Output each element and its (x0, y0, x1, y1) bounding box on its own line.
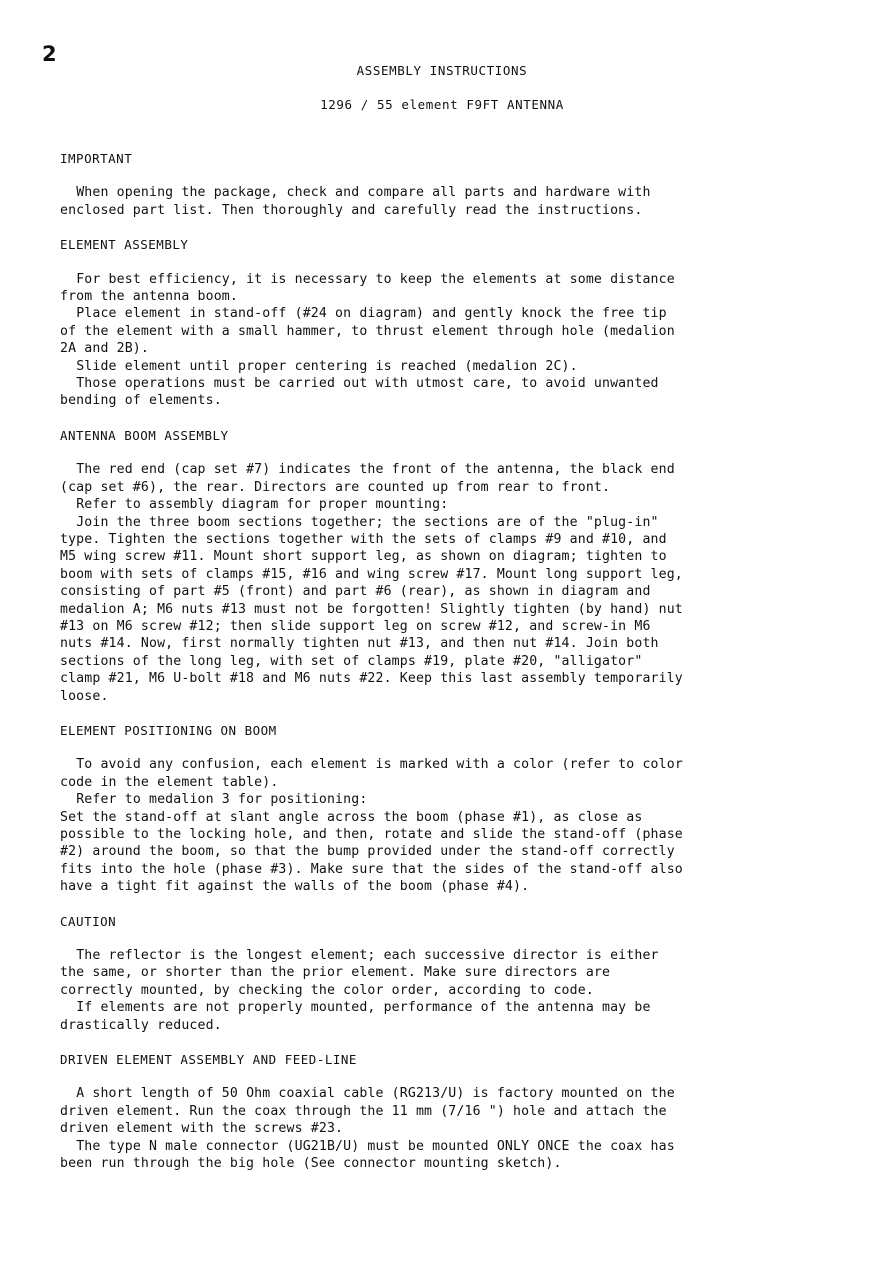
section-element-positioning (60, 722, 860, 896)
document-subtitle: 1296 / 55 element F9FT ANTENNA (320, 97, 564, 112)
page-number: 2 (42, 42, 57, 66)
document-body (60, 150, 860, 1190)
section-heading: DRIVEN ELEMENT ASSEMBLY AND FEED-LINE (60, 1052, 357, 1068)
section-driven-element (60, 1051, 860, 1172)
document-title: ASSEMBLY INSTRUCTIONS (356, 63, 528, 78)
section-heading: CAUTION (60, 913, 117, 929)
section-heading: IMPORTANT (60, 151, 133, 166)
section-heading: ANTENNA BOOM ASSEMBLY (60, 427, 229, 443)
section-paragraph: A short length of 50 Ohm coaxial cable (RG213/U) is factory mounted on the driven element. Run the coax through the 11 mm (7/16 ") hole and attach the driven element with the screws #23. The type N male connector (UG21B/U) must be mounted ONLY ONCE the coax has been run through the big hole (See connector mounting sketch). (60, 1086, 675, 1172)
section-paragraph: The red end (cap set #7) indicates the front of the antenna, the black end (cap set #6), the rear. Directors are counted up from rear to front. Refer to assembly diagram for proper mounting: Join the three boom sections together; the sections are of the "plug-in" type. Tighten the sections together with the sets of clamps #9 and #10, and M5 wing screw #11. Mount short support leg, as shown on diagram; tighten to boom with sets of clamps #15, #16 and wing screw #17. Mount long support leg, consisting of part #5 (front) and part #6 (rear), as shown in diagram and medalion A; M6 nuts #13 must not be forgotten! Slightly tighten (by hand) nut #13 on M6 screw #12; then slide support leg on screw #12, and screw-in M6 nuts #14. Now, first normally tighten nut #13, and then nut #14. Join both sections of the long leg, with set of clamps #19, plate #20, "alligator" clamp #21, M6 U-bolt #18 and M6 nuts #22. Keep this last assembly temporarily loose. (60, 462, 683, 704)
section-paragraph: When opening the package, check and compare all parts and hardware with enclosed part list. Then thoroughly and carefully read the instructions. (60, 185, 651, 218)
section-paragraph: For best efficiency, it is necessary to keep the elements at some distance from the antenna boom. Place element in stand-off (#24 on diagram) and gently knock the free tip of the element with a small hammer, to thrust element through hole (medalion 2A and 2B). Slide element until proper centering is reached (medalion 2C). Those operations must be carried out with utmost care, to avoid unwanted bending of elements. (60, 271, 675, 409)
section-paragraph: To avoid any confusion, each element is marked with a color (refer to color code in the element table). Refer to medalion 3 for positioning: Set the stand-off at slant angle across the boom (phase #1), as close as possible to the locking hole, and then, rotate and slide the stand-off (phase #2) around the boom, so that the bump provided under the stand-off correctly fits into the hole (phase #3). Make sure that the sides of the stand-off also have a tight fit against the walls of the boom (phase #4). (60, 757, 683, 895)
section-heading: ELEMENT ASSEMBLY (60, 237, 189, 253)
section-paragraph: The reflector is the longest element; each successive director is either the same, or shorter than the prior element. Make sure directors are correctly mounted, by checking the color order, according to code. If elements are not properly mounted, performance of the antenna may be drastically reduced. (60, 948, 659, 1033)
section-element-assembly (60, 236, 860, 410)
section-heading: ELEMENT POSITIONING ON BOOM (60, 722, 277, 738)
section-caution (60, 913, 860, 1034)
section-antenna-boom-assembly (60, 427, 860, 705)
section-important (60, 150, 860, 219)
